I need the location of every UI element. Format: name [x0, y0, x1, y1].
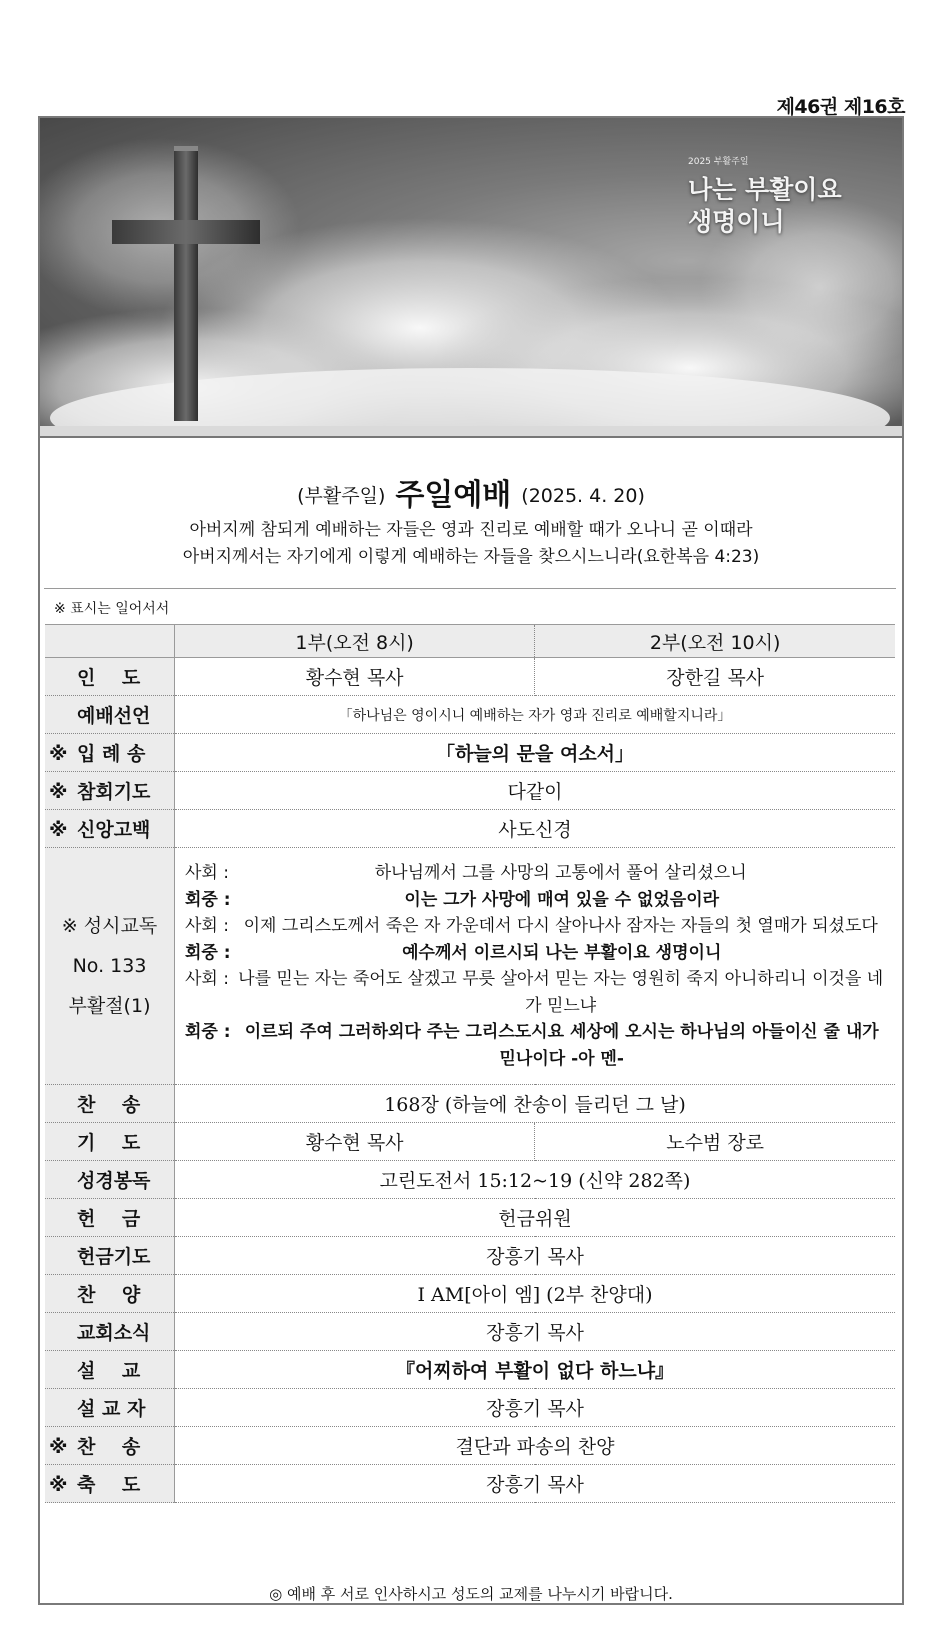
- table-row: [45, 696, 895, 734]
- service-title: 주일예배: [395, 478, 512, 513]
- anthem-value: I AM[아이 엠] (2부 찬양대): [175, 1275, 896, 1313]
- table-row: [45, 772, 895, 810]
- banner-title-line2: 생명이니: [688, 207, 785, 236]
- table-row: [45, 1427, 895, 1465]
- row-label-offering-prayer: 헌금기도: [45, 1237, 175, 1275]
- standing-note: ※ 표시는 일어서서: [54, 601, 170, 617]
- column-second-service: 2부(오전 10시): [535, 625, 895, 658]
- leader-line: 사회 : 하나님께서 그를 사망의 고통에서 풀어 살리셨으니: [185, 863, 747, 883]
- column-first-service: 1부(오전 8시): [175, 625, 535, 658]
- congregation-line: 회중 : 이르되 주여 그러하외다 주는 그리스도시요 세상에 오시는 하나님의 아들이신 줄 내가 믿나이다 -아 멘-: [185, 1022, 879, 1069]
- scripture-value: 고린도전서 15:12~19 (신약 282쪽): [175, 1161, 896, 1199]
- table-row: [45, 1275, 895, 1313]
- row-label-news: 교회소식: [45, 1313, 175, 1351]
- service-heading: [40, 470, 902, 514]
- banner-title-line1: 나는 부활이요: [688, 175, 842, 204]
- offering-value: 헌금위원: [175, 1199, 896, 1237]
- row-label-benediction: ※ 축 도: [45, 1465, 175, 1503]
- table-row: [45, 1313, 895, 1351]
- issue-number: 제46권 제16호: [776, 96, 905, 118]
- row-label-entrance: ※ 입 례 송: [45, 734, 175, 772]
- repent-value: 다같이: [175, 772, 896, 810]
- row-label-sermon: 설 교: [45, 1351, 175, 1389]
- service-prefix: (부활주일): [297, 485, 386, 507]
- cross-in-clouds-icon: [40, 118, 902, 436]
- offering-prayer-value: 장흥기 목사: [175, 1237, 896, 1275]
- banner-title: [688, 174, 842, 238]
- table-row: [45, 848, 895, 1085]
- leader-line: 사회 : 나를 믿는 자는 죽어도 살겠고 무릇 살아서 믿는 자는 영원히 죽지 아니하리니 이것을 네가 믿느냐: [185, 969, 884, 1016]
- service-date: (2025. 4. 20): [521, 485, 645, 507]
- table-row: [45, 658, 895, 696]
- bulletin-frame: [38, 116, 904, 1605]
- news-value: 장흥기 목사: [175, 1313, 896, 1351]
- table-row: [45, 810, 895, 848]
- row-label-closing-hymn: ※ 찬 송: [45, 1427, 175, 1465]
- table-row: [45, 1085, 895, 1123]
- congregation-line: 회중 : 예수께서 이르시되 나는 부활이요 생명이니: [185, 942, 722, 963]
- preacher-value: 장흥기 목사: [175, 1389, 896, 1427]
- row-label-preacher: 설 교 자: [45, 1389, 175, 1427]
- row-label-prayer: 기 도: [45, 1123, 175, 1161]
- prayer-first: 황수현 목사: [175, 1123, 535, 1161]
- table-row: [45, 1123, 895, 1161]
- table-row: [45, 1161, 895, 1199]
- table-row: [45, 1351, 895, 1389]
- table-row: [45, 1237, 895, 1275]
- table-row: [45, 1199, 895, 1237]
- row-label-creed: ※ 신앙고백: [45, 810, 175, 848]
- footer-note: ◎ 예배 후 서로 인사하시고 성도의 교제를 나누시기 바랍니다.: [269, 1585, 673, 1603]
- banner-subtitle: 2025 부활주일: [688, 157, 749, 167]
- verse-line-1: 아버지께 참되게 예배하는 자들은 영과 진리로 예배할 때가 오나니 곧 이때라: [189, 520, 753, 540]
- row-label-hymn: 찬 송: [45, 1085, 175, 1123]
- creed-value: 사도신경: [175, 810, 896, 848]
- row-label-responsive: ※ 성시교독 No. 133 부활절(1): [45, 848, 175, 1085]
- benediction-value: 장흥기 목사: [175, 1465, 896, 1503]
- responsive-reading: [175, 848, 896, 1085]
- call-value: 「하나님은 영이시니 예배하는 자가 영과 진리로 예배할지니라」: [175, 696, 896, 734]
- header-blank: [45, 625, 175, 658]
- hymn-value: 168장 (하늘에 찬송이 들리던 그 날): [175, 1085, 896, 1123]
- table-row: [45, 734, 895, 772]
- closing-hymn-value: 결단과 파송의 찬양: [175, 1427, 896, 1465]
- table-row: [45, 1389, 895, 1427]
- sermon-title: 『어찌하여 부활이 없다 하느냐』: [175, 1351, 896, 1389]
- lead-first: 황수현 목사: [175, 658, 535, 696]
- row-label-lead: 인 도: [45, 658, 175, 696]
- divider: [44, 588, 896, 589]
- worship-order-table: [45, 624, 895, 1503]
- row-label-repent: ※ 참회기도: [45, 772, 175, 810]
- table-row: [45, 1465, 895, 1503]
- congregation-line: 회중 : 이는 그가 사망에 매여 있을 수 없었음이라: [185, 889, 720, 910]
- entrance-value: 「하늘의 문을 여소서」: [175, 734, 896, 772]
- row-label-anthem: 찬 양: [45, 1275, 175, 1313]
- row-label-scripture: 성경봉독: [45, 1161, 175, 1199]
- verse-line-2: 아버지께서는 자기에게 이렇게 예배하는 자들을 찾으시느니라(요한복음 4:23): [182, 547, 760, 567]
- table-header-row: [45, 625, 895, 658]
- row-label-offering: 헌 금: [45, 1199, 175, 1237]
- row-label-call: 예배선언: [45, 696, 175, 734]
- leader-line: 사회 : 이제 그리스도께서 죽은 자 가운데서 다시 살아나사 잠자는 자들의 첫 열매가 되셨도다: [185, 916, 878, 936]
- lead-second: 장한길 목사: [535, 658, 895, 696]
- prayer-second: 노수범 장로: [535, 1123, 895, 1161]
- banner-image: [40, 118, 902, 438]
